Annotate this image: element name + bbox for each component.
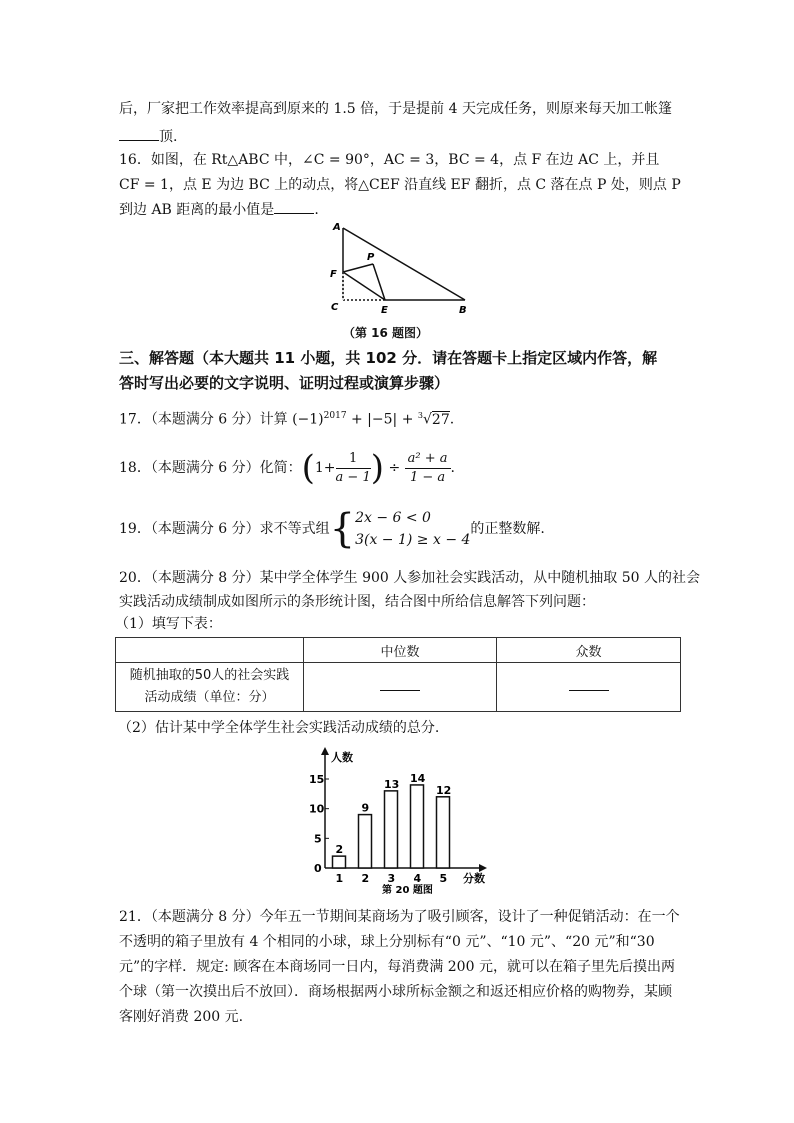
- radical-sign: √: [422, 411, 432, 428]
- label-P: P: [367, 252, 375, 263]
- q16-line3-end: .: [314, 202, 319, 218]
- header-median: 中位数: [304, 638, 497, 663]
- fraction-2-numerator: a² + a: [405, 450, 451, 469]
- q16-text-line3: [119, 199, 319, 220]
- q21-text-line1: 21．（本题满分 8 分）今年五一节期间某商场为了吸引顾客，设计了一种促销活动：在一个: [119, 909, 680, 925]
- q16-text-line2: CF = 1，点 E 为边 BC 上的动点，将△CEF 沿直线 EF 翻折，点 C 落在点 P 处，则点 P: [119, 177, 681, 193]
- inequality-system: [355, 507, 470, 551]
- q15-text-line2: [119, 126, 177, 147]
- answer-blank: [380, 680, 420, 691]
- row-label: [116, 663, 304, 712]
- q19-prefix: 19．（本题满分 6 分）求不等式组: [119, 521, 330, 537]
- answer-blank: [569, 680, 609, 691]
- q20-answer-table: [115, 637, 681, 712]
- q16-text-line1: 16．如图，在 Rt△ABC 中，∠C = 90°，AC = 3，BC = 4，点 F 在边 AC 上，并且: [119, 152, 660, 168]
- q21-text-line4: 个球（第一次摸出后不放回）．商场根据两小球所标金额之和返还相应价格的购物券，某顾: [119, 984, 672, 1000]
- q20-text-line1: 20．（本题满分 8 分）某中学全体学生 900 人参加社会实践活动，从中随机抽取 50 人的社会: [119, 570, 700, 586]
- line-FP: [343, 264, 373, 272]
- bar-value-label: 13: [384, 777, 400, 791]
- line-AB: [343, 228, 465, 300]
- q21-text-line5: 客刚好消费 200 元.: [119, 1009, 244, 1025]
- table-row: [116, 663, 681, 712]
- q18-one-plus: 1+: [314, 460, 336, 476]
- y-tick-label: 15: [309, 773, 325, 786]
- row-label-line2: 活动成绩（单位：分）: [144, 690, 275, 705]
- fraction-1-numerator: 1: [336, 450, 371, 469]
- left-brace: {: [329, 506, 356, 552]
- q20-text-line2: 实践活动成绩制成如图所示的条形统计图，结合图中所给信息解答下列问题：: [119, 594, 595, 610]
- inequality-2: 3(x − 1) ≥ x − 4: [355, 532, 471, 548]
- chart-caption: 第 20 题图: [382, 885, 433, 896]
- q18: [119, 446, 455, 490]
- q16-triangle-figure: [325, 220, 475, 320]
- x-tick-label: 2: [361, 872, 370, 885]
- q19-suffix: 的正整数解.: [470, 521, 545, 537]
- q16-caption: （第 16 题图）: [343, 326, 429, 340]
- x-tick-label: 3: [387, 872, 396, 885]
- answer-blank: [119, 126, 159, 141]
- y-tick-label: 5: [314, 832, 322, 846]
- divide-sign: ÷: [388, 460, 401, 476]
- x-tick-label: 5: [439, 872, 448, 885]
- q17-end: .: [449, 411, 455, 428]
- q20-part1: （1）填写下表：: [115, 616, 222, 632]
- q18-end: .: [450, 460, 455, 476]
- bar-value-label: 2: [335, 843, 344, 857]
- line-PE: [373, 264, 385, 300]
- q21-text-line3: 元”的字样．规定: 顾客在本商场同一日内，每消费满 200 元，就可以在箱子里先后摸出两: [119, 959, 675, 975]
- q17-abs: + |−5| +: [346, 411, 418, 428]
- q21-text-line2: 不透明的箱子里放有 4 个相同的小球，球上分别标有“0 元”、“10 元”、“20 元”和“30: [119, 934, 655, 950]
- fraction-2: [405, 450, 451, 487]
- x-tick-label: 4: [413, 872, 422, 885]
- mode-answer-cell[interactable]: [497, 663, 681, 712]
- table-empty-cell: [116, 638, 304, 663]
- bar-3: [385, 791, 398, 868]
- section3-heading-line1: 三、解答题（本大题共 11 小题，共 102 分．请在答题卡上指定区域内作答，解: [119, 349, 658, 367]
- fraction-2-denominator: 1 − a: [409, 469, 446, 485]
- q15-text-line1: 后，厂家把工作效率提高到原来的 1.5 倍，于是提前 4 天完成任务，则原来每天加工帐篷: [119, 101, 672, 117]
- table-header-row: [116, 638, 681, 663]
- y-tick-label: 0: [314, 862, 322, 875]
- q17-root-index: 3: [417, 411, 423, 420]
- y-tick-label: 10: [309, 802, 325, 816]
- row-label-line1: 随机抽取的50人的社会实践: [129, 668, 290, 683]
- bar-5: [437, 797, 450, 868]
- q20-part2: （2）估计某中学全体学生社会实践活动成绩的总分.: [118, 720, 440, 736]
- label-A: A: [333, 222, 341, 233]
- label-E: E: [381, 305, 388, 316]
- bar-4: [411, 785, 424, 868]
- q17-base: (−1): [292, 411, 324, 428]
- line-FE: [343, 272, 385, 300]
- median-answer-cell[interactable]: [304, 663, 497, 712]
- q17-prefix: 17．（本题满分 6 分）计算: [119, 411, 288, 428]
- bar-1: [333, 856, 346, 868]
- inequality-1: 2x − 6 < 0: [355, 510, 431, 526]
- q17-exponent: 2017: [323, 411, 347, 421]
- right-paren: ): [370, 448, 384, 488]
- q15-suffix: 顶.: [159, 129, 178, 145]
- header-mode: 众数: [497, 638, 681, 663]
- x-axis-arrow: [479, 864, 487, 872]
- label-B: B: [459, 305, 467, 316]
- bar-value-label: 12: [436, 783, 452, 797]
- answer-blank: [274, 199, 314, 214]
- q16-line3-text: 到边 AB 距离的最小值是: [119, 202, 275, 218]
- label-F: F: [330, 269, 337, 280]
- label-C: C: [331, 302, 339, 313]
- section3-heading-line2: 答时写出必要的文字说明、证明过程或演算步骤）: [119, 374, 450, 392]
- fraction-1-denominator: a − 1: [335, 469, 371, 485]
- q19: [119, 506, 545, 552]
- q17: [119, 406, 454, 430]
- q18-prefix: 18．（本题满分 6 分）化简：: [119, 460, 302, 476]
- left-paren: (: [301, 448, 315, 488]
- q20-bar-chart: [305, 745, 495, 900]
- q17-radicand: 27: [431, 411, 450, 428]
- bar-value-label: 14: [410, 771, 426, 785]
- bar-value-label: 9: [361, 801, 370, 815]
- bar-2: [359, 815, 372, 868]
- x-axis-label: 分数: [463, 872, 485, 885]
- x-tick-label: 1: [335, 872, 344, 885]
- y-axis-arrow: [321, 747, 329, 755]
- fraction-1: [336, 450, 371, 487]
- y-axis-label: 人数: [331, 751, 353, 764]
